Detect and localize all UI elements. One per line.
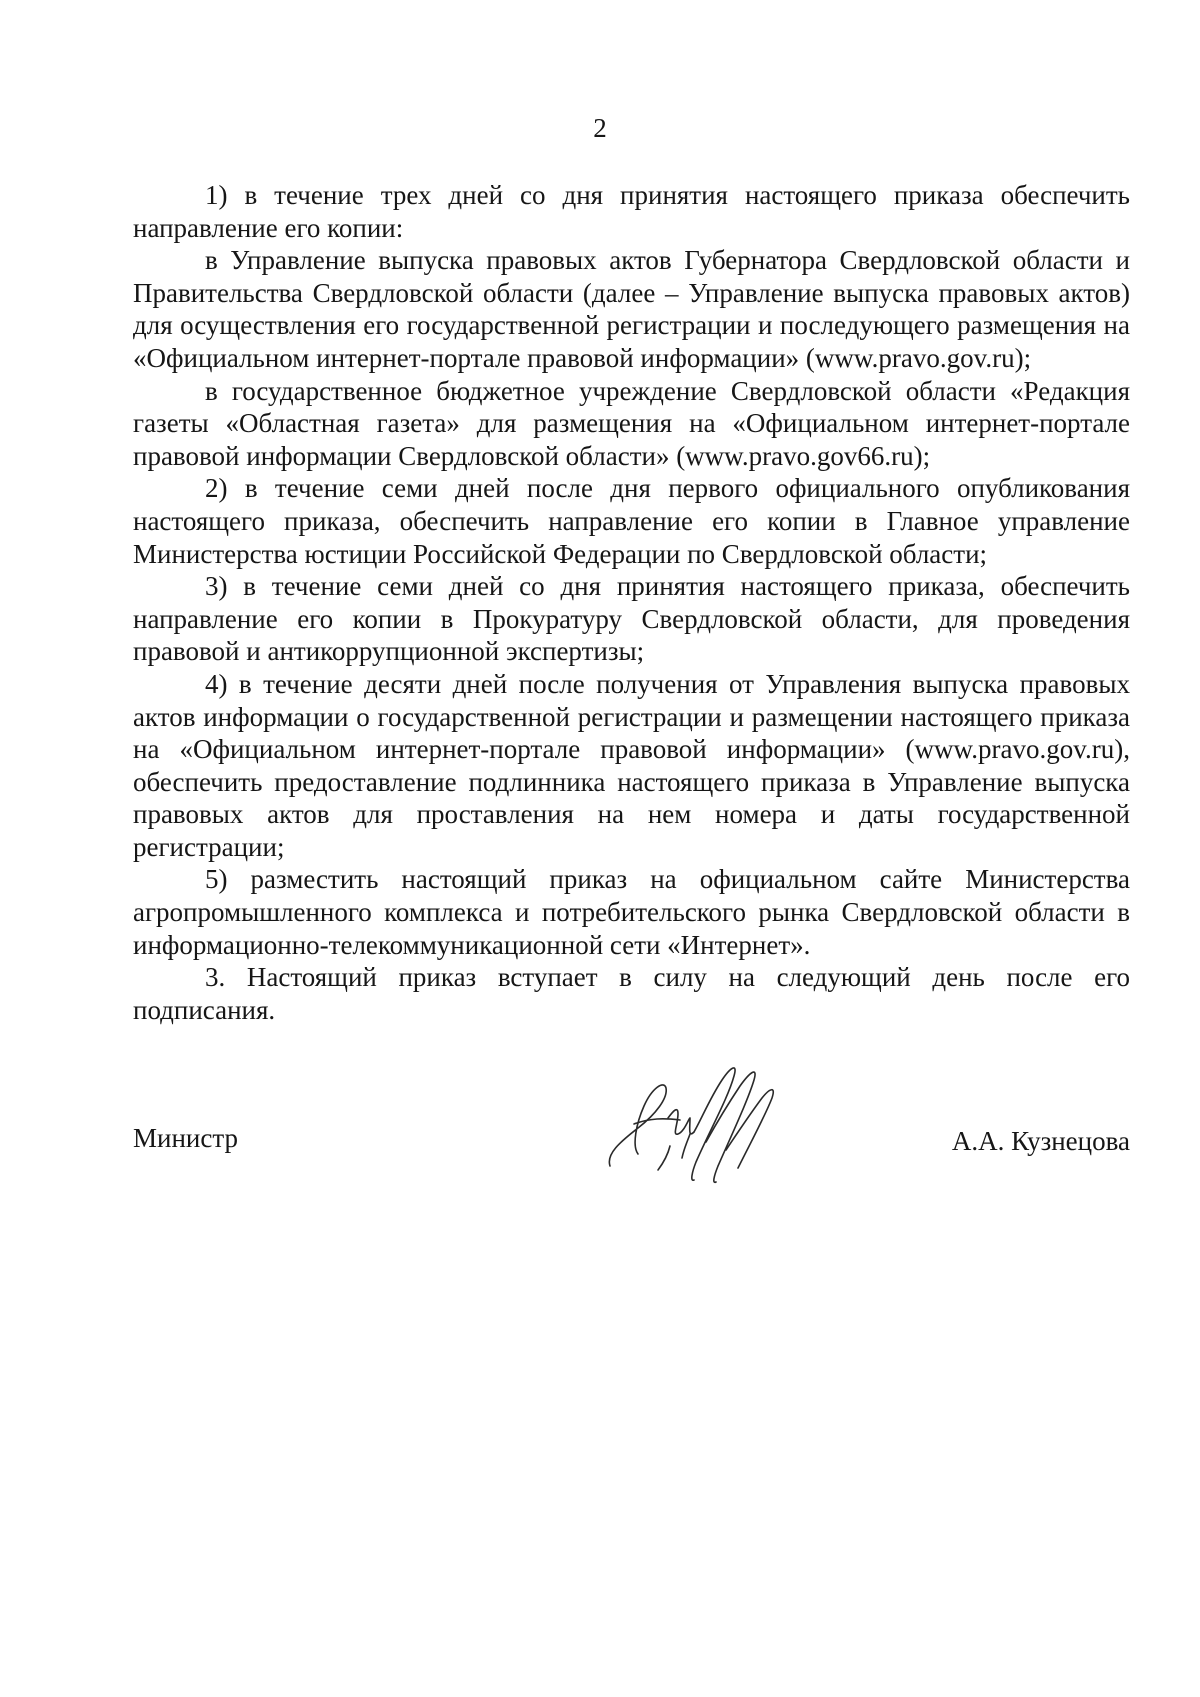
paragraph: в Управление выпуска правовых актов Губернатора Свердловской области и Правительства Свердловской области (далее – Управление выпуска правовых актов) для осуществления его государственной регистрации и последующего размещения на «Официальном интернет-портале правовой информации» (www.pravo.gov.ru);: [133, 245, 1130, 373]
signature-block: [133, 1122, 1130, 1162]
paragraph: 3. Настоящий приказ вступает в силу на следующий день после его подписания.: [133, 962, 1130, 1025]
paragraph: в государственное бюджетное учреждение Свердловской области «Редакция газеты «Областная газета» для размещения на «Официальном интернет-портале правовой информации Свердловской области» (www.pravo.gov66.ru);: [133, 375, 1130, 471]
document-body: [133, 179, 1130, 1026]
page-number: 2: [593, 113, 607, 143]
paragraph: 5) разместить настоящий приказ на официальном сайте Министерства агропромышленного комплекса и потребительского рынка Свердловской области в информационно-телекоммуникационной сети «Интернет».: [133, 864, 1130, 960]
paragraph: 3) в течение семи дней со дня принятия настоящего приказа, обеспечить направление его копии в Прокуратуру Свердловской области, для проведения правовой и антикоррупционной экспертизы;: [133, 571, 1130, 667]
signatory-name: А.А. Кузнецова: [951, 1126, 1130, 1156]
signatory-position: Министр: [133, 1123, 238, 1153]
paragraph: 1) в течение трех дней со дня принятия настоящего приказа обеспечить направление его копии:: [133, 180, 1130, 243]
paragraph: 2) в течение семи дней после дня первого официального опубликования настоящего приказа, обеспечить направление его копии в Главное управление Министерства юстиции Российской Федерации по Свердловской области;: [133, 473, 1130, 569]
paragraph: 4) в течение десяти дней после получения от Управления выпуска правовых актов информации о государственной регистрации и размещении настоящего приказа на «Официальном интернет-портале правовой информации» (www.pravo.gov.ru), обеспечить предоставление подлинника настоящего приказа в Управление выпуска правовых актов для проставления на нем номера и даты государственной регистрации;: [133, 668, 1130, 862]
